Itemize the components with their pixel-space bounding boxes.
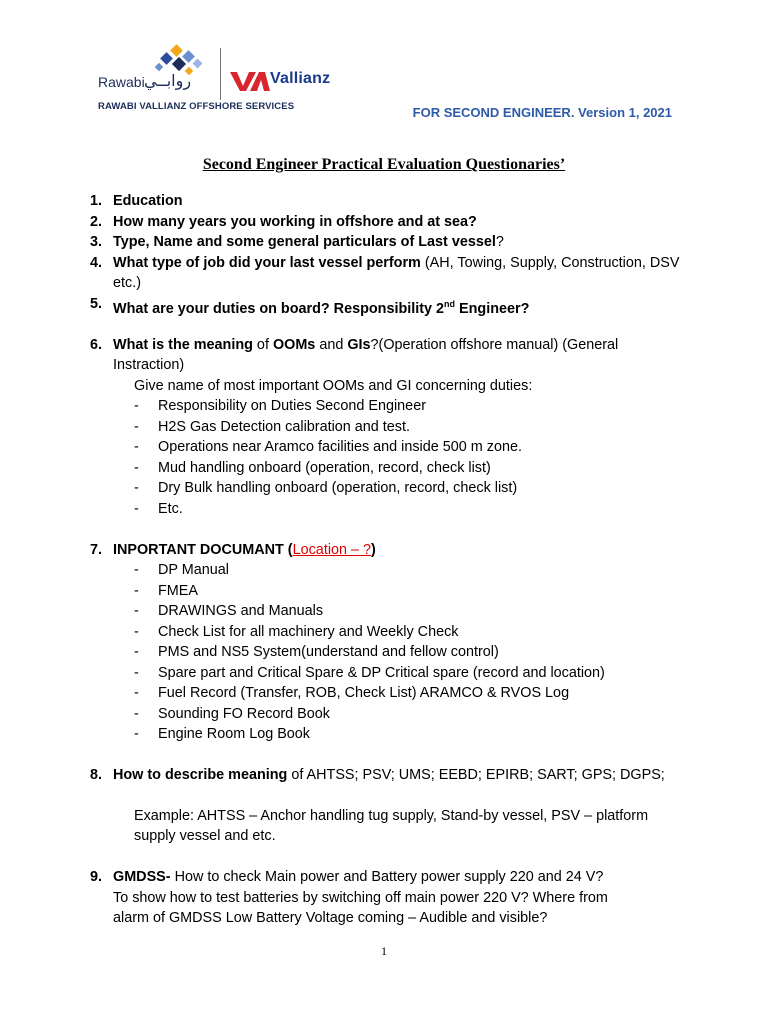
dash-bullet: -: [134, 562, 139, 578]
dash-bullet: -: [134, 398, 139, 414]
q8-example: Example: AHTSS – Anchor handling tug supply, Stand-by vessel, PSV – platform supply vessel and etc.: [134, 807, 649, 844]
dash-bullet: -: [134, 705, 139, 722]
list-item-text: Etc.: [158, 500, 183, 517]
question-number: 2.: [90, 213, 103, 230]
question-joiner: and: [315, 336, 348, 353]
dash-bullet: -: [134, 480, 139, 496]
list-item-text: Responsibility on Duties Second Engineer: [158, 398, 426, 414]
question-text-end: Engineer?: [455, 300, 530, 317]
rawabi-logo-arabic-text: روابــي: [144, 71, 192, 90]
dash-bullet: -: [134, 459, 139, 476]
page-number: 1: [381, 944, 387, 958]
question-number: 9.: [90, 869, 103, 885]
question-number: 1.: [90, 193, 103, 209]
question-text: INPORTANT DOCUMANT (: [113, 541, 293, 558]
list-item-text: PMS and NS5 System(understand and fellow control): [158, 644, 499, 660]
question-extra: ?(Operation offshore manual) (General Instraction): [113, 336, 619, 373]
dash-bullet: -: [134, 726, 139, 742]
question-text: What type of job did your last vessel perform: [113, 254, 421, 271]
document-title: Second Engineer Practical Evaluation Questionaries’: [202, 156, 566, 173]
list-item-text: DP Manual: [158, 562, 229, 578]
list-item-text: FMEA: [158, 582, 198, 599]
term-gis: GIs: [347, 336, 371, 353]
question-number: 4.: [90, 254, 103, 271]
dash-bullet: -: [134, 644, 139, 660]
company-name: RAWABI VALLIANZ OFFSHORE SERVICES: [98, 101, 295, 112]
list-item-text: Spare part and Critical Spare & DP Critical spare (record and location): [158, 664, 605, 681]
q9-line-2: To show how to test batteries by switching off main power 220 V? Where from: [113, 889, 608, 906]
dash-bullet: -: [134, 418, 139, 435]
vallianz-logo-text: Vallianz: [270, 70, 331, 87]
question-extra: (AH, Towing, Supply, Construction, DSV etc.): [113, 254, 680, 291]
list-item-text: Engine Room Log Book: [158, 726, 311, 742]
dash-bullet: -: [134, 582, 139, 599]
question-text: How many years you working in offshore and at sea?: [113, 213, 477, 230]
q9-line-3: alarm of GMDSS Low Battery Voltage coming – Audible and visible?: [113, 910, 548, 926]
question-number: 7.: [90, 541, 103, 558]
logo-divider: [220, 48, 221, 100]
question-text: GMDSS-: [113, 869, 171, 885]
question-joiner: of: [252, 336, 273, 353]
version-label: FOR SECOND ENGINEER. Version 1, 2021: [412, 105, 672, 120]
q6-intro: Give name of most important OOMs and GI concerning duties:: [134, 377, 533, 394]
question-extra: How to check Main power and Battery power supply 220 and 24 V?: [170, 869, 604, 885]
question-text: What is the meaning: [113, 336, 253, 353]
list-item-text: Check List for all machinery and Weekly Check: [158, 623, 459, 640]
question-extra: ?: [495, 234, 504, 250]
question-text: What are your duties on board? Responsibility 2: [113, 300, 445, 317]
list-item-text: H2S Gas Detection calibration and test.: [158, 418, 410, 435]
rawabi-logo-text: Rawabi: [98, 74, 145, 90]
list-item-text: Mud handling onboard (operation, record, check list): [158, 459, 491, 476]
term-ooms: OOMs: [272, 336, 316, 353]
ordinal-suffix: nd: [444, 298, 456, 309]
dash-bullet: -: [134, 439, 139, 455]
list-item-text: DRAWINGS and Manuals: [158, 603, 324, 619]
question-text: Type, Name and some general particulars of Last vessel: [113, 234, 496, 250]
dash-bullet: -: [134, 664, 139, 681]
location-link[interactable]: Location – ?: [292, 541, 372, 558]
list-item-text: Fuel Record (Transfer, ROB, Check List) ARAMCO & RVOS Log: [158, 685, 570, 701]
dash-bullet: -: [134, 603, 139, 619]
list-item-text: Sounding FO Record Book: [158, 705, 330, 722]
rawabi-logo: [98, 44, 218, 104]
question-text: How to describe meaning: [113, 766, 288, 783]
dash-bullet: -: [134, 623, 139, 640]
dash-bullet: -: [134, 500, 139, 517]
question-number: 8.: [90, 766, 103, 783]
question-text-end: ): [371, 541, 376, 558]
vallianz-mark-icon: [230, 70, 270, 92]
list-item-text: Operations near Aramco facilities and inside 500 m zone.: [158, 439, 522, 455]
question-number: 3.: [90, 234, 103, 250]
question-text: Education: [113, 193, 183, 209]
dash-bullet: -: [134, 685, 139, 701]
question-number: 5.: [90, 295, 103, 312]
question-extra: of AHTSS; PSV; UMS; EEBD; EPIRB; SART; GPS; DGPS;: [287, 766, 665, 783]
question-number: 6.: [90, 336, 103, 353]
list-item-text: Dry Bulk handling onboard (operation, record, check list): [158, 480, 518, 496]
